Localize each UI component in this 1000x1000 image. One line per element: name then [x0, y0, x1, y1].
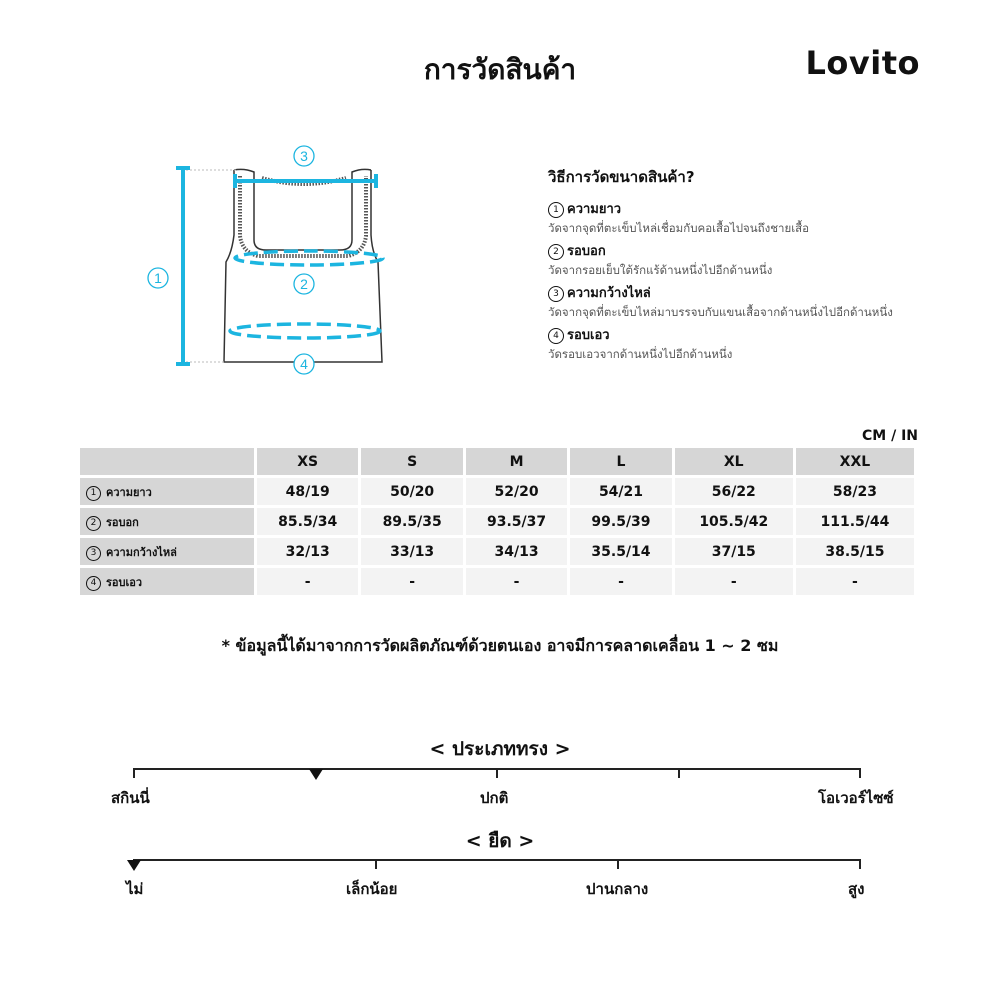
row-label: [80, 538, 254, 565]
table-cell: 54/21: [570, 478, 671, 505]
table-cell: 89.5/35: [361, 508, 462, 535]
fit-scale-tick: [496, 768, 498, 778]
row-label-text: รอบอก: [106, 515, 139, 529]
size-header: XXL: [796, 448, 914, 475]
measurement-instructions: [548, 165, 988, 369]
instruction-description: วัดจากจุดที่ตะเข็บไหล่มาบรรจบกับแขนเสื้อจากด้านหนึ่งไปอีกด้านหนึ่ง: [548, 305, 893, 319]
shoulder-measure-line: [235, 174, 376, 188]
row-number: 2: [86, 516, 101, 531]
waist-measure-ellipse: [230, 324, 380, 338]
table-cell: 85.5/34: [257, 508, 358, 535]
table-cell: 52/20: [466, 478, 567, 505]
measurement-footnote: * ข้อมูลนี้ได้มาจากการวัดผลิตภัณฑ์ด้วยตนเอง อาจมีการคลาดเคลื่อน 1 ~ 2 ซม: [221, 636, 779, 655]
table-cell: 105.5/42: [675, 508, 793, 535]
row-label: [80, 508, 254, 535]
table-cell: 33/13: [361, 538, 462, 565]
table-cell: -: [257, 568, 358, 595]
table-row: [80, 478, 914, 505]
table-cell: -: [675, 568, 793, 595]
instruction-item: [548, 285, 988, 321]
brand-logo: Lovito: [805, 44, 920, 82]
svg-text:3: 3: [300, 148, 308, 164]
size-header: XS: [257, 448, 358, 475]
instruction-item: [548, 327, 988, 363]
fit-label-regular: ปกติ: [480, 789, 509, 807]
bust-measure-ellipse: [235, 251, 383, 265]
stretch-scale-tick: [375, 859, 377, 869]
table-row: [80, 568, 914, 595]
row-number: 4: [86, 576, 101, 591]
instruction-item: [548, 243, 988, 279]
size-table: [77, 445, 917, 598]
table-cell: -: [361, 568, 462, 595]
table-cell: 37/15: [675, 538, 793, 565]
stretch-scale-marker-icon: [127, 860, 141, 871]
instruction-number: 3: [548, 286, 564, 302]
instruction-title: ความกว้างไหล่: [567, 286, 651, 301]
label-bust-badge: [294, 274, 314, 294]
size-header: L: [570, 448, 671, 475]
stretch-scale-tick: [617, 859, 619, 869]
instruction-description: วัดจากรอยเย็บใต้รักแร้ด้านหนึ่งไปอีกด้านหนึ่ง: [548, 263, 773, 277]
table-header-row: [80, 448, 914, 475]
instruction-description: วัดจากจุดที่ตะเข็บไหล่เชื่อมกับคอเสื้อไปจนถึงชายเสื้อ: [548, 221, 810, 235]
instruction-number: 1: [548, 202, 564, 218]
row-label-text: ความกว้างไหล่: [106, 545, 177, 559]
table-cell: 93.5/37: [466, 508, 567, 535]
stretch-label-medium: ปานกลาง: [586, 880, 649, 898]
fit-scale-tick: [133, 768, 135, 778]
table-cell: 34/13: [466, 538, 567, 565]
unit-label: CM / IN: [862, 428, 918, 444]
table-corner-cell: [80, 448, 254, 475]
stretch-scale-title: < ยืด >: [465, 830, 535, 852]
fit-scale-marker-icon: [309, 769, 323, 780]
instruction-title: รอบเอว: [567, 328, 610, 343]
instruction-title: รอบอก: [567, 244, 606, 259]
instruction-description: วัดรอบเอวจากด้านหนึ่งไปอีกด้านหนึ่ง: [548, 347, 733, 361]
fit-scale-title: < ประเภททรง >: [429, 738, 571, 760]
svg-text:2: 2: [300, 276, 308, 292]
size-header: S: [361, 448, 462, 475]
stretch-label-slight: เล็กน้อย: [346, 880, 398, 898]
table-cell: 38.5/15: [796, 538, 914, 565]
instruction-title: ความยาว: [567, 202, 622, 217]
row-label-text: ความยาว: [106, 485, 152, 499]
length-measure-line: [176, 168, 190, 364]
instruction-number: 4: [548, 328, 564, 344]
table-cell: 58/23: [796, 478, 914, 505]
svg-text:1: 1: [154, 270, 162, 286]
stretch-label-high: สูง: [848, 880, 865, 898]
fit-scale-tick: [678, 768, 680, 778]
stretch-label-none: ไม่: [126, 880, 144, 898]
page-title: การวัดสินค้า: [423, 53, 577, 86]
stretch-scale-tick: [859, 859, 861, 869]
table-cell: 99.5/39: [570, 508, 671, 535]
table-cell: 111.5/44: [796, 508, 914, 535]
table-cell: 32/13: [257, 538, 358, 565]
fit-label-oversize: โอเวอร์ไซซ์: [818, 789, 894, 807]
guide-lines: [186, 170, 236, 362]
row-label-text: รอบเอว: [106, 575, 143, 589]
table-cell: -: [466, 568, 567, 595]
instruction-number: 2: [548, 244, 564, 260]
table-row: [80, 508, 914, 535]
row-label: [80, 478, 254, 505]
fit-scale-tick: [859, 768, 861, 778]
svg-text:4: 4: [300, 356, 308, 372]
table-cell: -: [796, 568, 914, 595]
table-row: [80, 538, 914, 565]
fit-label-skinny: สกินนี่: [111, 789, 150, 807]
instructions-heading: วิธีการวัดขนาดสินค้า?: [548, 168, 695, 186]
table-cell: 35.5/14: [570, 538, 671, 565]
tank-top-diagram: [140, 140, 400, 380]
row-number: 3: [86, 546, 101, 561]
table-cell: 56/22: [675, 478, 793, 505]
stretch-scale-line: [133, 859, 861, 861]
instruction-item: [548, 201, 988, 237]
table-cell: 48/19: [257, 478, 358, 505]
label-waist-badge: [294, 354, 314, 374]
table-cell: 50/20: [361, 478, 462, 505]
row-label: [80, 568, 254, 595]
size-header: XL: [675, 448, 793, 475]
table-cell: -: [570, 568, 671, 595]
label-length-badge: [148, 268, 168, 288]
row-number: 1: [86, 486, 101, 501]
size-header: M: [466, 448, 567, 475]
label-shoulder-badge: [294, 146, 314, 166]
